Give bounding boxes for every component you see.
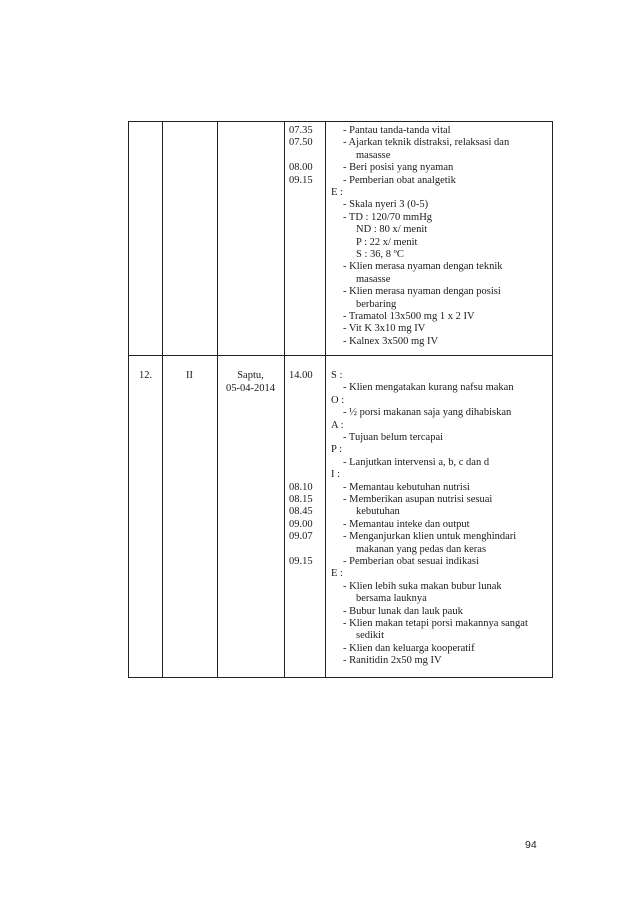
- nursing-care-table: [128, 121, 553, 678]
- page-number: 94: [525, 839, 537, 851]
- evaluation-line: O :: [331, 394, 345, 406]
- evaluation-line: - Ajarkan teknik distraksi, relaksasi dan: [343, 137, 510, 149]
- evaluation-line: kebutuhan: [356, 506, 400, 518]
- row-number: 12.: [138, 370, 153, 381]
- evaluation-line: - Memberikan asupan nutrisi sesuai: [343, 494, 493, 505]
- column-divider: [217, 122, 218, 677]
- evaluation-line: - Tramatol 13x500 mg 1 x 2 IV: [343, 311, 475, 322]
- row-date: 05-04-2014: [226, 383, 275, 394]
- evaluation-line: - Lanjutkan intervensi a, b, c dan d: [343, 456, 490, 468]
- time-entry: 09.07: [289, 531, 313, 543]
- evaluation-line: E :: [331, 568, 343, 580]
- time-entry: 14.00: [289, 370, 313, 381]
- evaluation-line: - ½ porsi makanan saja yang dihabiskan: [343, 407, 512, 419]
- time-entry: 09.15: [289, 556, 313, 567]
- evaluation-line: - Klien merasa nyaman dengan teknik: [343, 261, 503, 273]
- evaluation-line: - TD : 120/70 mmHg: [343, 211, 433, 223]
- evaluation-line: - Pemberian obat sesuai indikasi: [343, 556, 479, 567]
- evaluation-line: - Beri posisi yang nyaman: [343, 162, 454, 174]
- time-entry: 08.10: [289, 481, 313, 493]
- evaluation-line: - Memantau inteke dan output: [343, 518, 470, 530]
- evaluation-line: - Skala nyeri 3 (0-5): [343, 199, 429, 211]
- time-entry: 07.35: [289, 125, 313, 136]
- evaluation-line: - Memantau kebutuhan nutrisi: [343, 481, 470, 493]
- evaluation-line: - Klien merasa nyaman dengan posisi: [343, 286, 501, 298]
- evaluation-line: masasse: [356, 149, 391, 161]
- evaluation-line: - Klien mengatakan kurang nafsu makan: [343, 382, 514, 394]
- evaluation-line: - Pemberian obat analgetik: [343, 174, 456, 186]
- evaluation-line: masasse: [356, 273, 391, 285]
- row-divider: [129, 355, 552, 356]
- diagnosis-number: II: [186, 370, 193, 381]
- time-entry: 08.00: [289, 162, 313, 174]
- column-divider: [284, 122, 285, 677]
- evaluation-line: ND : 80 x/ menit: [356, 224, 428, 236]
- evaluation-line: makanan yang pedas dan keras: [356, 543, 487, 555]
- row-day: Saptu,: [237, 370, 264, 381]
- evaluation-line: bersama lauknya: [356, 593, 427, 605]
- evaluation-line: sedikit: [356, 630, 384, 642]
- evaluation-line: - Ranitidin 2x50 mg IV: [343, 655, 442, 667]
- evaluation-line: P : 22 x/ menit: [356, 236, 418, 248]
- time-entry: 09.15: [289, 174, 313, 186]
- evaluation-line: - Bubur lunak dan lauk pauk: [343, 605, 463, 617]
- evaluation-line: - Vit K 3x10 mg IV: [343, 323, 426, 335]
- time-entry: 08.15: [289, 494, 313, 505]
- evaluation-line: S :: [331, 370, 343, 381]
- column-divider: [162, 122, 163, 677]
- evaluation-line: I :: [331, 469, 341, 481]
- evaluation-line: E :: [331, 187, 343, 198]
- evaluation-line: P :: [331, 444, 342, 456]
- time-entry: 07.50: [289, 137, 313, 149]
- time-entry: 08.45: [289, 506, 313, 518]
- evaluation-line: - Klien lebih suka makan bubur lunak: [343, 580, 502, 592]
- evaluation-line: - Pantau tanda-tanda vital: [343, 125, 451, 136]
- evaluation-line: - Menganjurkan klien untuk menghindari: [343, 531, 517, 543]
- evaluation-line: - Klien dan keluarga kooperatif: [343, 642, 475, 654]
- evaluation-line: A :: [331, 419, 344, 431]
- evaluation-line: - Kalnex 3x500 mg IV: [343, 335, 439, 347]
- evaluation-line: S : 36, 8 ºC: [356, 249, 404, 260]
- column-divider: [325, 122, 326, 677]
- evaluation-line: - Klien makan tetapi porsi makannya sangat: [343, 618, 528, 629]
- time-entry: 09.00: [289, 518, 313, 530]
- evaluation-line: - Tujuan belum tercapai: [343, 432, 444, 443]
- evaluation-line: berbaring: [356, 298, 397, 310]
